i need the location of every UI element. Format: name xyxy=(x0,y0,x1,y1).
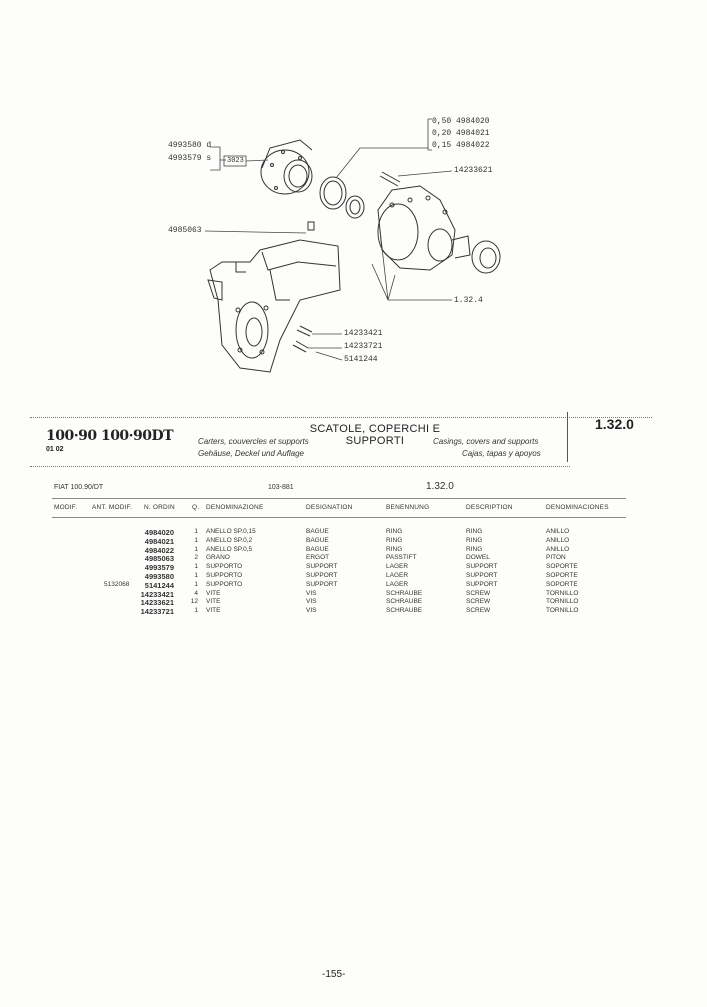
table-row xyxy=(0,563,707,572)
cell-ben: LAGER xyxy=(386,563,409,571)
cell-ben: SCHRAUBE xyxy=(386,598,423,606)
page-number: -155- xyxy=(322,969,346,980)
cell-q: 1 xyxy=(194,580,198,588)
cell-ben: RING xyxy=(386,536,403,544)
cell-q: 1 xyxy=(194,571,198,579)
cell-ant: 5132068 xyxy=(104,580,130,588)
label-4993580: 4993580 d xyxy=(168,141,212,150)
col-denominazione: DENOMINAZIONE xyxy=(206,504,264,511)
cell-dn: SOPORTE xyxy=(546,571,578,579)
label-ring-020: 0,20 4984021 xyxy=(432,129,490,138)
cell-dsc: SUPPORT xyxy=(466,563,498,571)
cell-den: ANELLO SP.0,2 xyxy=(206,536,253,544)
cell-q: 1 xyxy=(194,528,198,535)
cell-dsc: SUPPORT xyxy=(466,571,498,579)
cell-den: GRANO xyxy=(206,554,230,562)
cell-den: ANELLO SP.0,5 xyxy=(206,545,253,553)
cell-ord: 4985063 xyxy=(144,554,174,564)
cell-den: VITE xyxy=(206,589,221,597)
cell-ord: 4993580 xyxy=(144,571,174,581)
cell-ben: LAGER xyxy=(386,571,409,579)
cell-ord: 14233621 xyxy=(140,598,174,608)
cell-des: ERGOT xyxy=(306,554,330,562)
cell-dn: TORNILLO xyxy=(546,598,579,606)
cell-q: 1 xyxy=(194,545,198,553)
label-14233621: 14233621 xyxy=(454,166,493,175)
cell-des: SUPPORT xyxy=(306,571,338,579)
table-row xyxy=(0,572,707,581)
subtitle-de: Gehäuse, Deckel und Auflage xyxy=(198,449,304,458)
table-row xyxy=(0,546,707,555)
col-description: DESCRIPTION xyxy=(466,504,513,511)
cell-den: VITE xyxy=(206,598,221,606)
table-row xyxy=(0,528,707,537)
header-rule-bottom xyxy=(30,466,570,467)
cell-ben: SCHRAUBE xyxy=(386,589,423,597)
cell-ben: PASSTIFT xyxy=(386,554,417,562)
subtitle-en: Casings, covers and supports xyxy=(433,437,539,446)
cell-dn: ANILLO xyxy=(546,528,570,535)
cell-ord: 4993579 xyxy=(144,563,174,573)
cell-dsc: RING xyxy=(466,528,483,535)
group-number: 1.32.0 xyxy=(595,416,634,432)
cell-dsc: RING xyxy=(466,545,483,553)
group-reference: 1.32.0 xyxy=(426,481,454,492)
cell-dn: SOPORTE xyxy=(546,580,578,588)
cell-dn: ANILLO xyxy=(546,545,570,553)
cell-dsc: RING xyxy=(466,536,483,544)
col-designation: DESIGNATION xyxy=(306,504,353,511)
cell-ord: 4984022 xyxy=(144,545,174,555)
cell-dsc: SCREW xyxy=(466,598,491,606)
cell-den: ANELLO SP.0,15 xyxy=(206,528,256,535)
cell-q: 2 xyxy=(194,554,198,562)
cell-dn: TORNILLO xyxy=(546,607,579,615)
subtitle-es: Cajas, tapas y apoyos xyxy=(462,449,541,458)
cell-des: BAGUE xyxy=(306,528,329,535)
cell-dn: SOPORTE xyxy=(546,563,578,571)
cell-ord: 14233721 xyxy=(140,607,174,617)
model-codes: 01 02 xyxy=(46,446,64,453)
cell-dsc: DOWEL xyxy=(466,554,490,562)
cell-q: 1 xyxy=(194,607,198,615)
label-ring-050: 0,50 4984020 xyxy=(432,117,490,126)
cell-ben: SCHRAUBE xyxy=(386,607,423,615)
housing-drawing xyxy=(208,240,340,372)
cell-den: SUPPORTO xyxy=(206,580,243,588)
cell-dn: PITON xyxy=(546,554,566,562)
cell-des: VIS xyxy=(306,607,317,615)
col-denominaciones: DENOMINACIONES xyxy=(546,504,609,511)
label-14233421: 14233421 xyxy=(344,329,383,338)
model-title: 100·90 100·90DT xyxy=(46,428,174,444)
label-1324: 1.32.4 xyxy=(454,296,483,305)
parts-table xyxy=(0,528,707,616)
cell-ben: RING xyxy=(386,545,403,553)
table-row xyxy=(0,590,707,599)
col-q: Q. xyxy=(192,504,200,511)
cell-dsc: SCREW xyxy=(466,589,491,597)
label-14233721: 14233721 xyxy=(344,342,383,351)
cell-ord: 4984020 xyxy=(144,528,174,537)
cell-den: SUPPORTO xyxy=(206,571,243,579)
meta-rule xyxy=(52,498,626,499)
col-benennung: BENENNUNG xyxy=(386,504,430,511)
col-ordin: N. ORDIN xyxy=(144,504,175,511)
subtitle-fr: Carters, couvercles et supports xyxy=(198,437,309,446)
cell-dsc: SCREW xyxy=(466,607,491,615)
cell-q: 4 xyxy=(194,589,198,597)
cell-q: 1 xyxy=(194,536,198,544)
cell-den: SUPPORTO xyxy=(206,563,243,571)
cell-dsc: SUPPORT xyxy=(466,580,498,588)
cell-des: BAGUE xyxy=(306,545,329,553)
label-4993579: 4993579 s xyxy=(168,154,212,163)
cell-des: VIS xyxy=(306,598,317,606)
flange-support-drawing xyxy=(261,140,312,194)
cell-des: SUPPORT xyxy=(306,563,338,571)
table-row xyxy=(0,607,707,616)
cell-dn: TORNILLO xyxy=(546,589,579,597)
table-row xyxy=(0,537,707,546)
col-modif: MODIF. xyxy=(54,504,78,511)
cell-ben: RING xyxy=(386,528,403,535)
label-ring-015: 0,15 4984022 xyxy=(432,141,490,150)
section-title: SCATOLE, COPERCHI E SUPPORTI xyxy=(309,423,441,447)
cell-q: 1 xyxy=(194,563,198,571)
header-divider xyxy=(567,412,568,462)
col-ant-modif: ANT. MODIF. xyxy=(92,504,133,511)
carrier-drawing xyxy=(378,186,470,270)
cell-ord: 14233421 xyxy=(140,589,174,599)
cell-ben: LAGER xyxy=(386,580,409,588)
cell-den: VITE xyxy=(206,607,221,615)
fiat-model: FIAT 100.90/DT xyxy=(54,484,104,491)
table-row xyxy=(0,554,707,563)
catalog-code: 103-881 xyxy=(268,484,294,491)
label-3023: 3023 xyxy=(227,157,244,165)
header-rule-top xyxy=(30,417,652,418)
cell-dn: ANILLO xyxy=(546,536,570,544)
columns-rule xyxy=(52,517,626,518)
table-row xyxy=(0,598,707,607)
cell-ord: 4984021 xyxy=(144,536,174,546)
table-row xyxy=(0,581,707,590)
cell-des: BAGUE xyxy=(306,536,329,544)
label-5141244: 5141244 xyxy=(344,355,378,364)
label-4985063: 4985063 xyxy=(168,226,202,235)
cell-q: 12 xyxy=(190,598,198,606)
cell-ord: 5141244 xyxy=(144,580,174,590)
cell-des: SUPPORT xyxy=(306,580,338,588)
cell-des: VIS xyxy=(306,589,317,597)
